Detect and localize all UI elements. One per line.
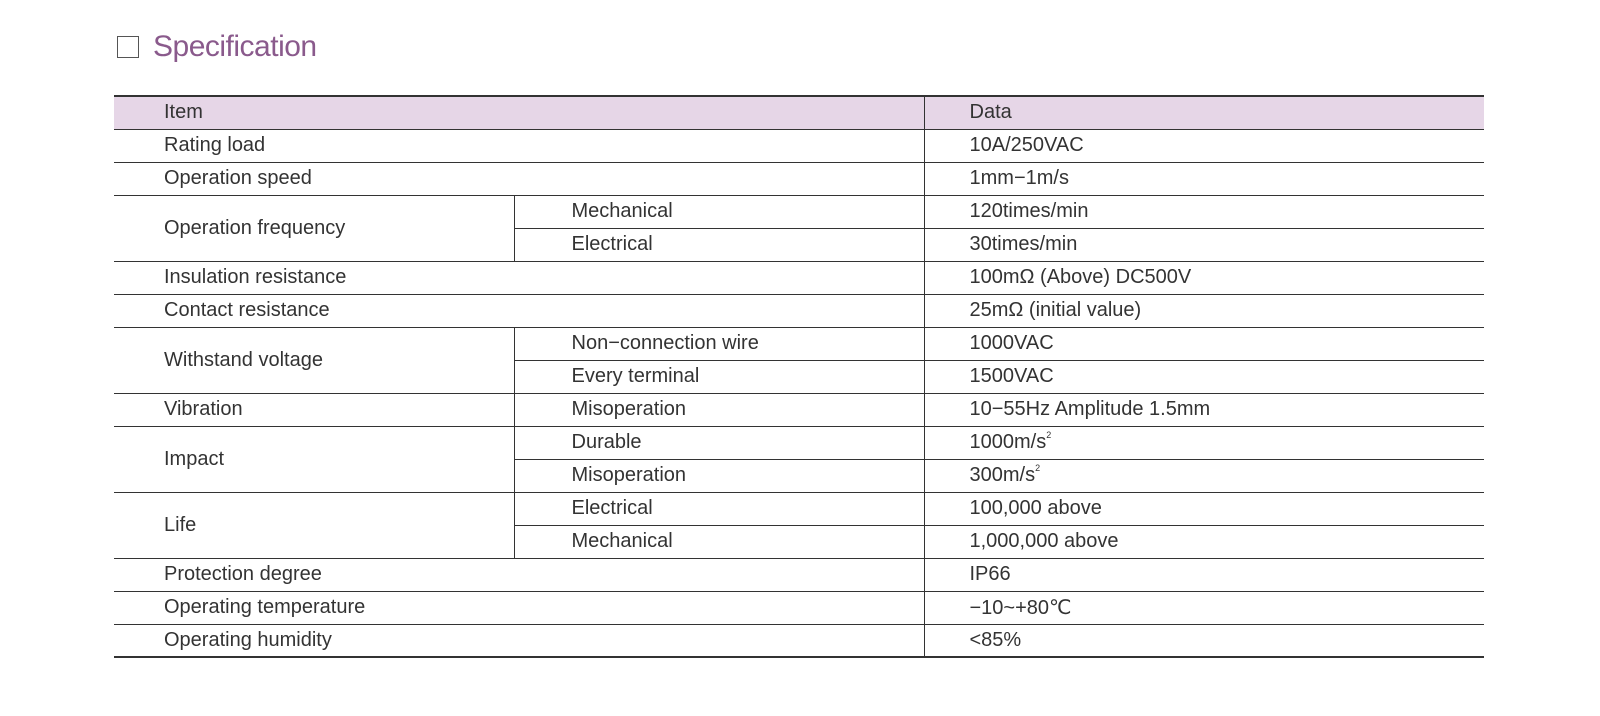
row-data: 1,000,000 above: [924, 525, 1484, 558]
section-heading: [117, 30, 317, 64]
row-data: 10A/250VAC: [924, 129, 1484, 162]
table-header-row: [114, 96, 1484, 129]
table-row: [114, 393, 1484, 426]
row-item: Life: [114, 492, 514, 558]
row-subitem: Durable: [514, 426, 924, 459]
row-data: 1mm−1m/s: [924, 162, 1484, 195]
row-item: Operating humidity: [114, 624, 924, 657]
row-data: 100mΩ (Above) DC500V: [924, 261, 1484, 294]
superscript: 2: [1046, 430, 1052, 440]
table-row: [114, 558, 1484, 591]
section-title: Specification: [153, 30, 317, 63]
row-item: Impact: [114, 426, 514, 492]
row-item: Operation frequency: [114, 195, 514, 261]
data-value: 1000m/s: [969, 431, 1047, 453]
header-item: Item: [114, 96, 924, 129]
row-item: Rating load: [114, 129, 924, 162]
row-data: 1000VAC: [924, 327, 1484, 360]
row-item: Operation speed: [114, 162, 924, 195]
specification-table: [114, 95, 1484, 658]
table-row: [114, 195, 1484, 228]
empty-square-icon: [117, 36, 139, 58]
row-subitem: Electrical: [514, 492, 924, 525]
row-data: 1500VAC: [924, 360, 1484, 393]
row-data: 30times/min: [924, 228, 1484, 261]
row-data: 120times/min: [924, 195, 1484, 228]
row-item: Vibration: [114, 393, 514, 426]
table-row: [114, 492, 1484, 525]
row-subitem: Misoperation: [514, 459, 924, 492]
row-item: Operating temperature: [114, 591, 924, 624]
superscript: 2: [1035, 463, 1041, 473]
row-subitem: Misoperation: [514, 393, 924, 426]
row-item: Protection degree: [114, 558, 924, 591]
row-subitem: Every terminal: [514, 360, 924, 393]
row-data: 10−55Hz Amplitude 1.5mm: [924, 393, 1484, 426]
header-data: Data: [924, 96, 1484, 129]
row-data: [924, 426, 1484, 459]
data-value: 300m/s: [969, 464, 1036, 486]
row-data: [924, 459, 1484, 492]
row-item: Withstand voltage: [114, 327, 514, 393]
table-row: [114, 129, 1484, 162]
row-subitem: Mechanical: [514, 195, 924, 228]
row-data: −10~+80℃: [924, 591, 1484, 624]
table-row: [114, 624, 1484, 657]
table-row: [114, 162, 1484, 195]
table-row: [114, 294, 1484, 327]
table-row: [114, 591, 1484, 624]
row-data: 100,000 above: [924, 492, 1484, 525]
table-row: [114, 426, 1484, 459]
row-subitem: Electrical: [514, 228, 924, 261]
row-data: 25mΩ (initial value): [924, 294, 1484, 327]
row-data: IP66: [924, 558, 1484, 591]
row-data: <85%: [924, 624, 1484, 657]
row-item: Insulation resistance: [114, 261, 924, 294]
table-row: [114, 327, 1484, 360]
row-subitem: Non−connection wire: [514, 327, 924, 360]
table-row: [114, 261, 1484, 294]
row-subitem: Mechanical: [514, 525, 924, 558]
row-item: Contact resistance: [114, 294, 924, 327]
